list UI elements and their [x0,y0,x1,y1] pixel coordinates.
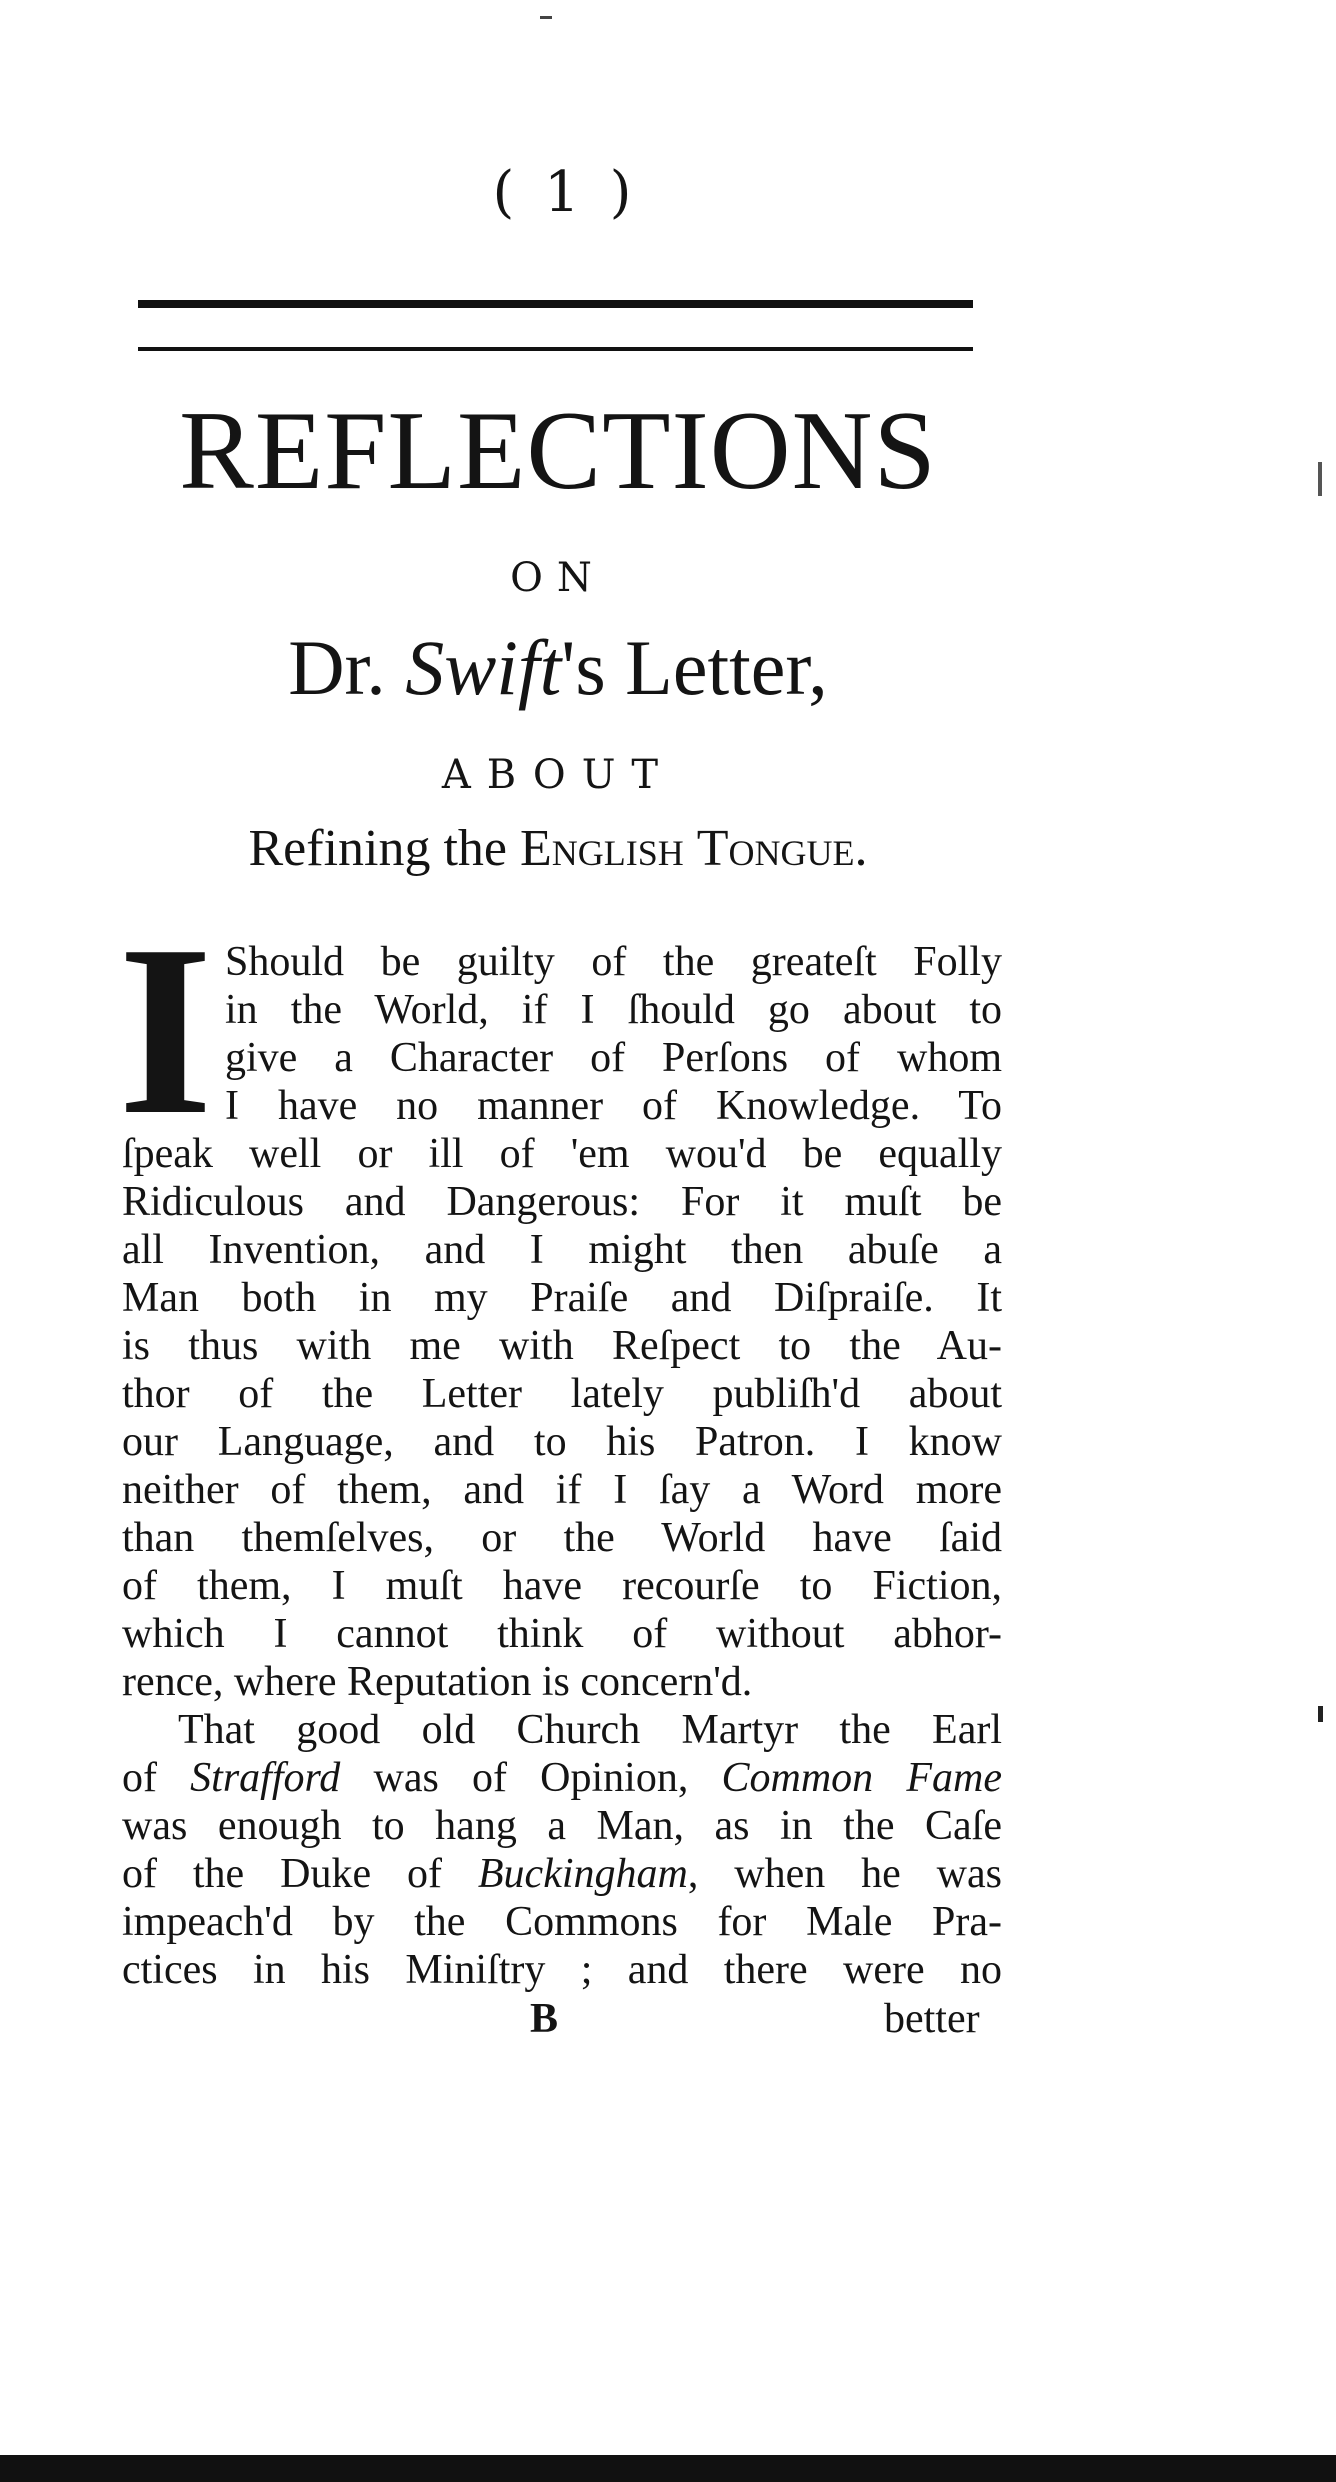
body-line: give a Character of Perſons of whom [225,1035,1002,1081]
title-swift-pre: Dr. [288,624,406,711]
body-line: of them, I muſt have recourſe to Fiction, [122,1563,1002,1609]
refining-mid [684,820,697,877]
body-line: all Invention, and I might then abuſe a [122,1227,1002,1273]
title-swift-post: 's Letter, [561,624,828,711]
title-reflections: REFLECTIONS [179,389,937,513]
para2-line-5: impeach'd by the Commons for Male Pra- [122,1899,1002,1945]
para2-l2-pre: of [122,1755,191,1801]
body-line: Man both in my Praiſe and Diſpraiſe. It [122,1275,1002,1321]
refining-pre: Refining the [248,820,520,877]
margin-mark [1318,462,1322,496]
para2-common-fame: Common Fame [721,1755,1002,1801]
body-line: neither of them, and if I ſay a Word more [122,1467,1002,1513]
body-line: in the World, if I ſhould go about to [225,987,1002,1033]
drop-cap: I [118,895,213,1165]
header-rule-thin [138,347,973,351]
refining-tongue: Tongue [696,820,855,877]
para2-line-2 [122,1754,1002,1802]
body-line: our Language, and to his Patron. I know [122,1419,1002,1465]
title-swift-name: Swift [405,624,562,711]
title-about: ABOUT [441,752,675,798]
margin-mark [1318,1706,1323,1722]
body-line: ſpeak well or ill of 'em wou'd be equally [122,1131,1002,1177]
ink-speck [540,16,552,19]
para2-strafford: Strafford [190,1755,341,1801]
refining-english: English [520,820,684,877]
para2-line-1: That good old Church Martyr the Earl [178,1707,1002,1753]
para2-l4-post: , when he was [687,1851,1002,1897]
page-bottom-edge [0,2455,1336,2482]
body-line: rence, where Reputation is concern'd. [122,1659,753,1705]
title-refining [0,820,1116,877]
page-number: ( 1 ) [492,160,638,225]
catchword: better [884,1996,980,2042]
body-line: which I cannot think of without abhor- [122,1611,1002,1657]
title-on: ON [510,555,606,601]
para2-l2-mid: was of Opinion, [340,1755,722,1801]
refining-post: . [854,820,868,877]
signature-mark: B [530,1996,559,2042]
body-line: I have no manner of Knowledge. To [225,1083,1002,1129]
para2-line-3: was enough to hang a Man, as in the Caſe [122,1803,1002,1849]
body-line: Should be guilty of the greateſt Folly [225,939,1002,985]
para2-l4-pre: of the Duke of [122,1851,478,1897]
body-line: than themſelves, or the World have ſaid [122,1515,1002,1561]
header-rule-thick [138,300,973,308]
para2-line-4 [122,1850,1002,1898]
title-swift-letter [0,625,1116,711]
para2-line-6: ctices in his Miniſtry ; and there were no [122,1947,1002,1993]
body-line: Ridiculous and Dangerous: For it muſt be [122,1179,1002,1225]
para2-buckingham: Buckingham [477,1851,688,1897]
body-line: is thus with me with Reſpect to the Au- [122,1323,1002,1369]
body-line: thor of the Letter lately publiſh'd about [122,1371,1002,1417]
